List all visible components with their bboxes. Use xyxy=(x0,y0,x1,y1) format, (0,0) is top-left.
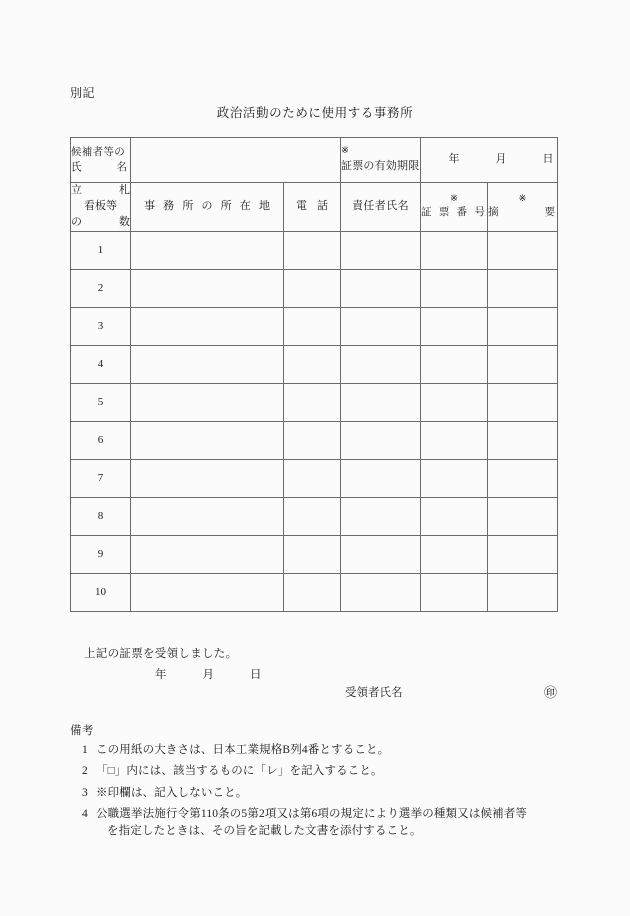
office-location-char-3: の xyxy=(201,200,213,213)
list-item xyxy=(70,806,570,841)
row-number: 2 xyxy=(71,270,131,308)
row-number: 7 xyxy=(71,460,131,498)
appendix-label: 別記 xyxy=(70,86,96,100)
remark-number: 3 xyxy=(82,786,88,799)
list-item xyxy=(70,742,570,759)
row-responsible-cell[interactable] xyxy=(341,346,421,384)
remark-text: この用紙の大きさは、日本工業規格B列4番とすること。 xyxy=(96,744,390,756)
certificate-number-header xyxy=(421,183,488,232)
table-row xyxy=(71,460,558,498)
candidate-name-label xyxy=(71,138,131,183)
signboard-count-line1 xyxy=(71,183,130,199)
signboard-count-line3 xyxy=(71,215,130,231)
validity-day-label: 日 xyxy=(542,153,554,166)
row-responsible-cell[interactable] xyxy=(341,270,421,308)
remark-text-line2: を指定したときは、その旨を記載した文書を添付すること。 xyxy=(107,825,422,837)
office-location-header-chars xyxy=(131,199,283,215)
row-responsible-cell[interactable] xyxy=(341,460,421,498)
remarks-section xyxy=(70,722,570,844)
row-remark-cell[interactable] xyxy=(488,460,558,498)
row-remark-cell[interactable] xyxy=(488,270,558,308)
row-number: 8 xyxy=(71,498,131,536)
office-location-char-4: 所 xyxy=(220,200,232,213)
table-row xyxy=(71,384,558,422)
row-responsible-cell[interactable] xyxy=(341,498,421,536)
row-tel-cell[interactable] xyxy=(284,384,341,422)
row-remark-cell[interactable] xyxy=(488,308,558,346)
signboard-count-line3-a: の xyxy=(71,215,82,228)
receipt-date-fields[interactable] xyxy=(155,666,262,682)
row-tel-cell[interactable] xyxy=(284,308,341,346)
receiver-name-label: 受領者氏名 xyxy=(345,687,403,699)
remark-text-line1: 公職選挙法施行令第110条の5第2項又は第6項の規定により選挙の種類又は候補者等 xyxy=(96,807,528,820)
certificate-number-char-1: 票 xyxy=(438,206,450,218)
list-item xyxy=(70,763,570,780)
row-number: 1 xyxy=(71,232,131,270)
table-row xyxy=(71,536,558,574)
row-responsible-cell[interactable] xyxy=(341,574,421,612)
row-responsible-cell[interactable] xyxy=(341,232,421,270)
table-row xyxy=(71,308,558,346)
asterisk-icon: ※ xyxy=(450,194,458,205)
certificate-number-char-2: 番 xyxy=(456,206,468,218)
responsible-name-header xyxy=(341,183,421,232)
row-cert-no-cell[interactable] xyxy=(421,460,488,498)
row-tel-cell[interactable] xyxy=(284,498,341,536)
office-location-char-5: 在 xyxy=(239,200,251,213)
certificate-number-char-0: 証 xyxy=(421,206,432,218)
row-number: 5 xyxy=(71,384,131,422)
row-remark-cell[interactable] xyxy=(488,574,558,612)
row-number: 4 xyxy=(71,346,131,384)
remarks-column-char-a: 摘 xyxy=(488,206,499,218)
telephone-header-chars xyxy=(284,199,340,215)
row-location-cell[interactable] xyxy=(131,460,284,498)
remark-number: 4 xyxy=(82,807,88,820)
row-location-cell[interactable] xyxy=(131,498,284,536)
table-row xyxy=(71,574,558,612)
row-location-cell[interactable] xyxy=(131,232,284,270)
office-location-char-0: 事 xyxy=(144,200,155,213)
row-tel-cell[interactable] xyxy=(284,422,341,460)
row-tel-cell[interactable] xyxy=(284,346,341,384)
row-tel-cell[interactable] xyxy=(284,232,341,270)
certificate-number-chars xyxy=(421,205,487,220)
receipt-statement: 上記の証票を受領しました。 xyxy=(84,648,238,660)
asterisk-icon: ※ xyxy=(518,194,527,205)
validity-date-cell[interactable] xyxy=(421,138,558,183)
signboard-count-line1-a: 立 xyxy=(71,184,82,197)
remarks-column-header xyxy=(488,183,558,232)
asterisk-icon: ※ xyxy=(341,146,349,157)
row-location-cell[interactable] xyxy=(131,536,284,574)
seal-icon: ㊞ xyxy=(543,684,557,700)
remark-number: 2 xyxy=(82,765,88,778)
row-tel-cell[interactable] xyxy=(284,460,341,498)
office-registration-table xyxy=(70,137,558,612)
telephone-header xyxy=(284,183,341,232)
candidate-name-label-line2 xyxy=(71,160,127,175)
responsible-name-label: 責任者氏名 xyxy=(352,200,409,213)
row-remark-cell[interactable] xyxy=(488,346,558,384)
list-item xyxy=(70,785,570,802)
table-row xyxy=(71,346,558,384)
row-location-cell[interactable] xyxy=(131,422,284,460)
validity-year-label: 年 xyxy=(448,153,460,166)
telephone-char-a: 電 xyxy=(296,200,307,213)
row-responsible-cell[interactable] xyxy=(341,308,421,346)
remarks-column-char-b: 要 xyxy=(544,206,555,218)
certificate-validity-label xyxy=(341,138,421,183)
receiver-signature-row xyxy=(345,684,557,700)
remark-text: ※印欄は、記入しないこと。 xyxy=(96,786,248,799)
row-cert-no-cell[interactable] xyxy=(421,270,488,308)
table-row xyxy=(71,270,558,308)
certificate-number-char-3: 号 xyxy=(474,206,485,218)
table-header-row-1 xyxy=(71,138,558,183)
row-cert-no-cell[interactable] xyxy=(421,308,488,346)
office-location-char-6: 地 xyxy=(258,200,270,213)
row-tel-cell[interactable] xyxy=(284,536,341,574)
certificate-validity-text: 証票の有効期限 xyxy=(341,159,420,172)
remark-number: 1 xyxy=(82,744,88,756)
row-location-cell[interactable] xyxy=(131,346,284,384)
row-cert-no-cell[interactable] xyxy=(421,346,488,384)
row-cert-no-cell[interactable] xyxy=(421,384,488,422)
row-tel-cell[interactable] xyxy=(284,574,341,612)
row-location-cell[interactable] xyxy=(131,308,284,346)
remarks-title: 備考 xyxy=(70,725,94,737)
receipt-month-label: 月 xyxy=(202,669,214,681)
row-number: 3 xyxy=(71,308,131,346)
row-remark-cell[interactable] xyxy=(488,422,558,460)
row-cert-no-cell[interactable] xyxy=(421,422,488,460)
row-location-cell[interactable] xyxy=(131,574,284,612)
candidate-name-label-line2-a: 氏 xyxy=(71,162,82,173)
table-header-row-2 xyxy=(71,183,558,232)
row-responsible-cell[interactable] xyxy=(341,422,421,460)
row-number: 6 xyxy=(71,422,131,460)
row-responsible-cell[interactable] xyxy=(341,536,421,574)
row-remark-cell[interactable] xyxy=(488,232,558,270)
row-number: 9 xyxy=(71,536,131,574)
telephone-char-b: 話 xyxy=(317,200,328,213)
office-location-char-1: 務 xyxy=(163,200,175,213)
receipt-year-label: 年 xyxy=(155,669,167,681)
row-cert-no-cell[interactable] xyxy=(421,232,488,270)
row-cert-no-cell[interactable] xyxy=(421,574,488,612)
signboard-count-line1-b: 札 xyxy=(119,184,130,197)
row-tel-cell[interactable] xyxy=(284,270,341,308)
page-title: 政治活動のために使用する事務所 xyxy=(216,106,414,120)
row-remark-cell[interactable] xyxy=(488,536,558,574)
table-row xyxy=(71,422,558,460)
row-number: 10 xyxy=(71,574,131,612)
row-remark-cell[interactable] xyxy=(488,498,558,536)
row-responsible-cell[interactable] xyxy=(341,384,421,422)
signboard-count-line3-b: 数 xyxy=(119,215,130,228)
remark-text xyxy=(96,806,570,841)
row-location-cell[interactable] xyxy=(131,270,284,308)
remarks-column-chars xyxy=(488,205,557,220)
signboard-count-header xyxy=(71,183,131,232)
office-location-char-2: 所 xyxy=(182,200,194,213)
table-row xyxy=(71,232,558,270)
receipt-day-label: 日 xyxy=(250,669,262,681)
remark-text: 「□」内には、該当するものに「レ」を記入すること。 xyxy=(96,765,383,778)
table-row xyxy=(71,498,558,536)
candidate-name-input-cell[interactable] xyxy=(131,138,341,183)
row-cert-no-cell[interactable] xyxy=(421,498,488,536)
validity-date-fields xyxy=(421,152,557,168)
row-cert-no-cell[interactable] xyxy=(421,536,488,574)
office-location-header xyxy=(131,183,284,232)
signboard-count-line2: 看板等 xyxy=(84,200,117,213)
candidate-name-label-line1: 候補者等の xyxy=(71,146,125,158)
row-remark-cell[interactable] xyxy=(488,384,558,422)
row-location-cell[interactable] xyxy=(131,384,284,422)
validity-month-label: 月 xyxy=(495,153,507,166)
candidate-name-label-line2-b: 名 xyxy=(116,162,127,173)
